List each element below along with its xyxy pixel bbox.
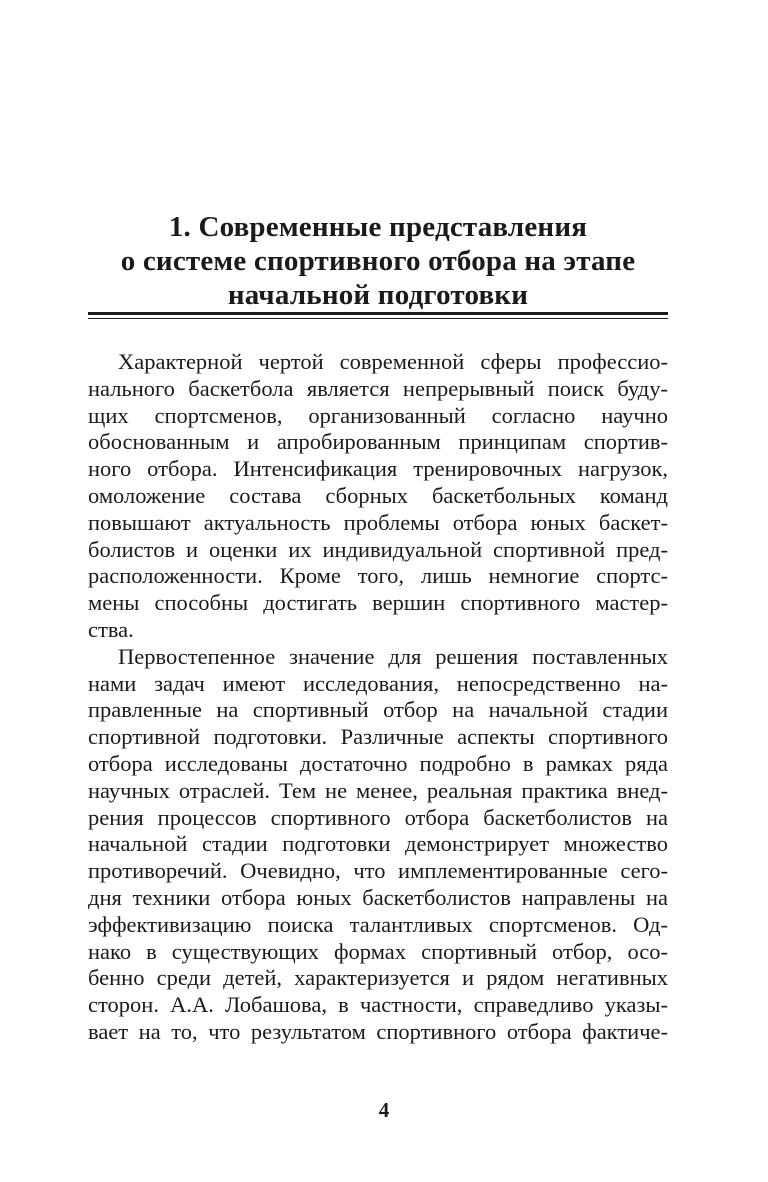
title-rule-thick	[88, 312, 668, 315]
text-line: расположенности. Кроме того, лишь немногие спортс-	[88, 563, 668, 589]
text-line: сторон. А.А. Лобашова, в частности, справедливо указы-	[88, 992, 668, 1018]
text-line: правленные на спортивный отбор на начальной стадии	[88, 697, 668, 723]
text-line: болистов и оценки их индивидуальной спортивной пред-	[88, 536, 668, 562]
chapter-title-line: начальной подготовки	[227, 279, 529, 311]
text-line: бенно среди детей, характеризуется и рядом негативных	[88, 965, 668, 991]
text-line: нако в существующих формах спортивный отбор, осо-	[88, 938, 668, 964]
paragraph-1	[88, 349, 668, 644]
text-line: Первостепенное значение для решения поставленных	[118, 643, 668, 669]
page-number: 4	[378, 1098, 390, 1122]
title-rule-thin	[88, 318, 668, 319]
text-line: отбора исследованы достаточно подробно в рамках ряда	[88, 750, 668, 776]
text-line: научных отраслей. Тем не менее, реальная практика внед-	[88, 777, 668, 803]
text-line: вает на то, что результатом спортивного отбора фактиче-	[88, 1018, 668, 1044]
text-line: мены способны достигать вершин спортивного мастер-	[88, 590, 668, 616]
chapter-title-line: 1. Современные представления	[168, 211, 588, 243]
chapter-title	[88, 210, 668, 312]
text-line: дня техники отбора юных баскетболистов направлены на	[88, 884, 668, 910]
text-line: нального баскетбола является непрерывный поиск буду-	[88, 375, 668, 401]
text-line: противоречий. Очевидно, что имплементированные сего-	[88, 858, 668, 884]
text-line: Характерной чертой современной сферы профессио-	[118, 349, 668, 374]
text-line: омоложение состава сборных баскетбольных команд	[88, 482, 668, 508]
text-line: начальной стадии подготовки демонстрирует множество	[88, 831, 668, 857]
chapter-title-line: о системе спортивного отбора на этапе	[120, 245, 636, 277]
text-line: нами задач имеют исследования, непосредственно на-	[88, 670, 668, 696]
text-line: рения процессов спортивного отбора баскетболистов на	[88, 804, 668, 830]
paragraph-2	[88, 644, 668, 1046]
text-line: эффективизацию поиска талантливых спортсменов. Од-	[88, 911, 668, 937]
text-line: щих спортсменов, организованный согласно научно	[88, 402, 668, 428]
text-line: обоснованным и апробированным принципам спортив-	[88, 429, 668, 455]
text-line: повышают актуальность проблемы отбора юных баскет-	[88, 509, 668, 535]
text-line: ного отбора. Интенсификация тренировочных нагрузок,	[88, 456, 668, 482]
text-line: ства.	[88, 616, 134, 642]
text-line: спортивной подготовки. Различные аспекты спортивного	[88, 724, 668, 750]
body-text	[88, 349, 668, 1046]
